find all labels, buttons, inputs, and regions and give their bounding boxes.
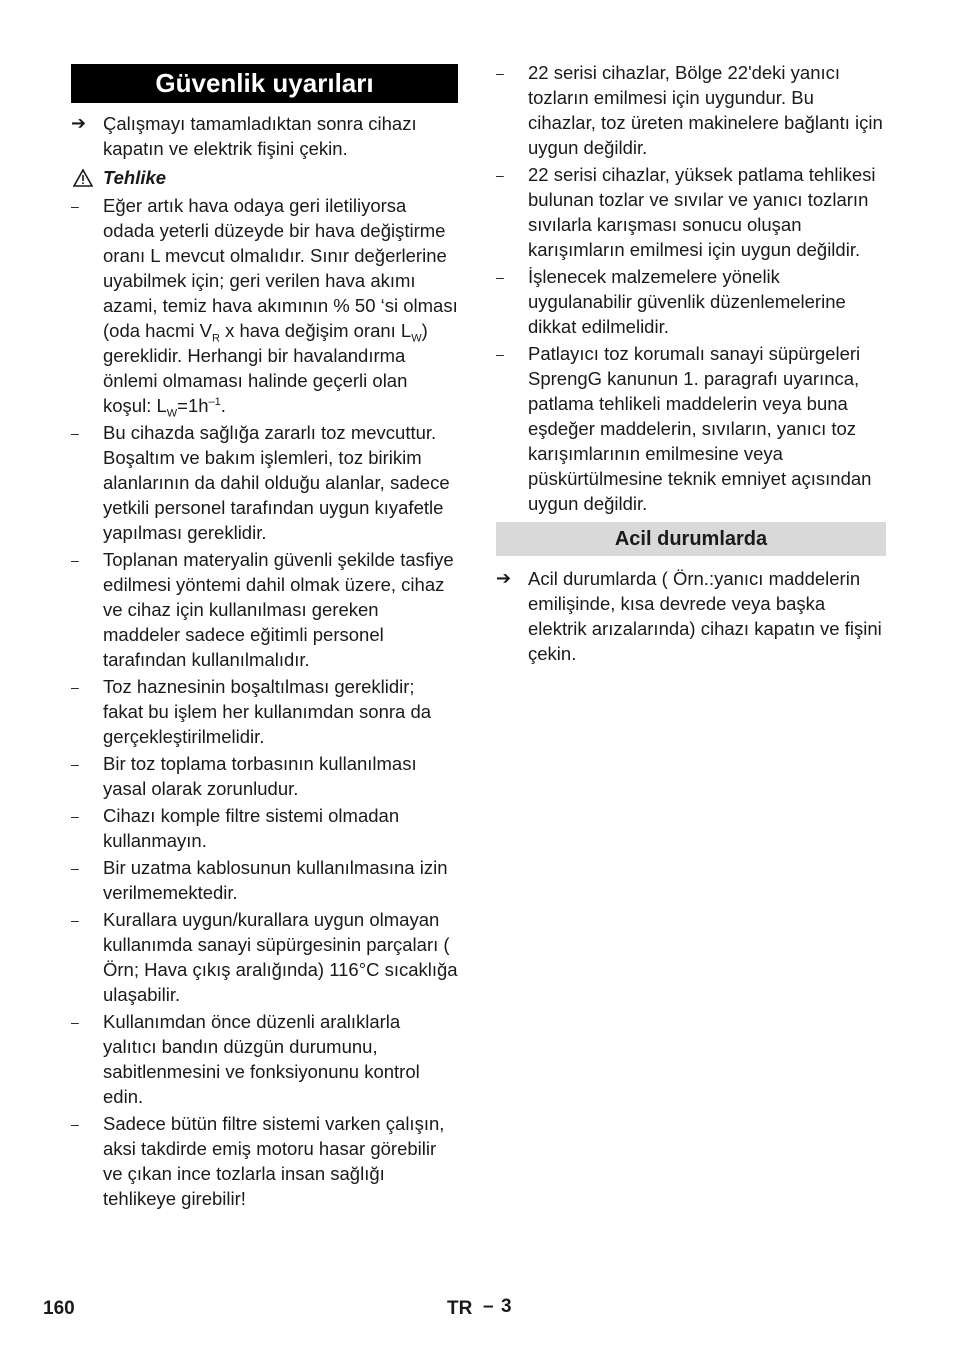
intro-instruction xyxy=(71,111,458,161)
dash-marker: – xyxy=(71,1116,79,1132)
warning-label: Tehlike xyxy=(103,167,167,188)
dash-marker: – xyxy=(71,808,79,824)
list-item xyxy=(71,420,458,545)
item-text: Patlayıcı toz korumalı sanayi süpürgeleri SprengG kanunun 1. paragrafı uyarınca, patlama tehlikeli maddelerin veya buna eşdeğer maddelerin, sıvıların, yanıcı toz karışımlarının emilmesine veya püskürtülmesine teknik emniyet açısından uygun değildir. xyxy=(528,343,872,514)
list-item xyxy=(71,1009,458,1109)
dash-marker: – xyxy=(71,860,79,876)
list-item xyxy=(71,674,458,749)
dash-marker: – xyxy=(496,167,504,183)
arrow-right-icon: ➔ xyxy=(496,568,512,588)
item-text: 22 serisi cihazlar, Bölge 22'deki yanıcı tozların emilmesi için uygundur. Bu cihazlar, toz üreten makinelere bağlantı için uygun değildir. xyxy=(528,62,883,158)
footer-dash: – xyxy=(483,1296,494,1317)
emergency-instruction xyxy=(496,566,886,666)
list-item xyxy=(496,264,886,339)
list-item xyxy=(71,803,458,853)
item-text: Kurallara uygun/kurallara uygun olmayan kullanımda sanayi süpürgesinin parçaları ( Örn; Hava çıkış aralığında) 116°C sıcaklığa ulaşabilir. xyxy=(103,909,458,1005)
subsection-title: Acil durumlarda xyxy=(496,522,886,556)
section-page-number: 3 xyxy=(501,1296,512,1317)
item-text: İşlenecek malzemelere yönelik uygulanabilir güvenlik düzenlemelerine dikkat edilmelidir. xyxy=(528,266,846,337)
item-text: Bir toz toplama torbasının kullanılması yasal olarak zorunludur. xyxy=(103,753,417,799)
list-item xyxy=(71,751,458,801)
list-item xyxy=(496,341,886,516)
right-column xyxy=(496,60,886,668)
emergency-text: Acil durumlarda ( Örn.:yanıcı maddelerin emilişinde, kısa devrede veya başka elektrik arızalarında) cihazı kapatın ve fişini çekin. xyxy=(528,568,882,664)
item-text: Toplanan materyalin güvenli şekilde tasfiye edilmesi yöntemi dahil olmak üzere, cihaz ve cihaz için kullanılması gereken maddeler sadece eğitimli personel tarafından kullanılmalıdır. xyxy=(103,549,454,670)
item-text: Bu cihazda sağlığa zararlı toz mevcuttur. Boşaltım ve bakım işlemleri, toz birikim alanlarının da dahil olduğu alanlar, sadece yetkili personel tarafından uygun kıyafetle yapılması gereklidir. xyxy=(103,422,450,543)
language-code: TR xyxy=(447,1298,473,1319)
intro-text: Çalışmayı tamamladıktan sonra cihazı kapatın ve elektrik fişini çekin. xyxy=(103,113,417,159)
item-text: Toz haznesinin boşaltılması gereklidir; fakat bu işlem her kullanımdan sonra da gerçekleştirilmelidir. xyxy=(103,676,432,747)
arrow-right-icon: ➔ xyxy=(71,113,87,133)
item-text: 22 serisi cihazlar, yüksek patlama tehlikesi bulunan tozlar ve sıvılar ve yanıcı tozların sıvılarla karışması sonucu oluşan karışımların emilmesi için uygun değildir. xyxy=(528,164,876,260)
list-item xyxy=(71,547,458,672)
dash-marker: – xyxy=(71,198,79,214)
warning-triangle-icon xyxy=(73,169,93,187)
dash-marker: – xyxy=(71,552,79,568)
dash-marker: – xyxy=(496,346,504,362)
item-text: Bir uzatma kablosunun kullanılmasına izin verilmemektedir. xyxy=(103,857,448,903)
warning-heading xyxy=(71,165,458,190)
left-column xyxy=(71,64,458,1213)
dash-marker: – xyxy=(496,65,504,81)
item-text: Sadece bütün filtre sistemi varken çalışın, aksi takdirde emiş motoru hasar görebilir ve çıkan ince tozlarla insan sağlığı tehlikeye girebilir! xyxy=(103,1113,445,1209)
section-title: Güvenlik uyarıları xyxy=(71,64,458,103)
page-number: 160 xyxy=(43,1298,75,1319)
dash-marker: – xyxy=(71,1014,79,1030)
dash-marker: – xyxy=(71,912,79,928)
item-text: Eğer artık hava odaya geri iletiliyorsa odada yeterli düzeyde bir hava değiştirme oranı L mevcut olmalıdır. Sınır değerlerine uyabilmek için; geri verilen hava akımı azami, temiz hava akımının % 50 ‘si olması (oda hacmi $V_R$ x hava değişim oranı $L_W$) gereklidir. Herhangi bir havalandırma önlemi olmaması halinde geçerli olan koşul: $L_W=1h^{-1}$. xyxy=(103,195,458,420)
dash-marker: – xyxy=(496,269,504,285)
list-item xyxy=(496,162,886,262)
dash-marker: – xyxy=(71,679,79,695)
list-item xyxy=(496,60,886,160)
dash-marker: – xyxy=(71,756,79,772)
list-item xyxy=(71,855,458,905)
item-text: Kullanımdan önce düzenli aralıklarla yalıtıcı bandın düzgün durumunu, sabitlenmesini ve fonksiyonunu kontrol edin. xyxy=(103,1011,420,1107)
dash-marker: – xyxy=(71,425,79,441)
item-text: Cihazı komple filtre sistemi olmadan kullanmayın. xyxy=(103,805,400,851)
list-item xyxy=(71,193,458,418)
list-item xyxy=(71,907,458,1007)
list-item xyxy=(71,1111,458,1211)
